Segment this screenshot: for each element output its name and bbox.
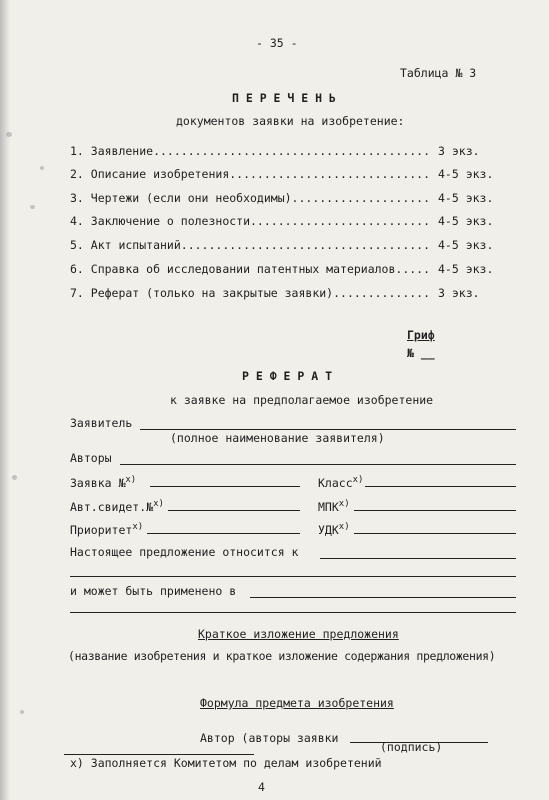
authors-label: Авторы <box>70 451 112 465</box>
scan-speck <box>12 475 17 480</box>
applied-line[interactable] <box>250 597 516 598</box>
list-item-name: 3. Чертежи (если они необходимы).................... <box>70 191 431 205</box>
applicant-hint: (полное наименование заявителя) <box>170 431 385 445</box>
class-line[interactable] <box>365 486 516 487</box>
app-no-label: Заявка №$^{x)}$ <box>70 475 137 490</box>
mpk-label: МПК$^{x)}$ <box>318 499 350 514</box>
list-item-name: 7. Реферат (только на закрытые заявки).............. <box>70 286 431 300</box>
list-item-qty: 4-5 экз. <box>438 262 494 276</box>
bottom-mark: 4 <box>258 780 265 794</box>
list-item-name: 1. Заявление........................................ <box>70 144 431 158</box>
list-title: П Е Р Е Ч Е Н Ь <box>232 91 336 105</box>
class-label: Класс$^{x)}$ <box>318 475 364 490</box>
list-item-qty: 3 экз. <box>438 144 480 158</box>
formula-title: Формула предмета изобретения <box>200 696 394 710</box>
stamp-grif: Гриф <box>407 328 435 342</box>
ref-title: Р Е Ф Е Р А Т <box>242 369 333 383</box>
author-sign-label: Автор (авторы заявки <box>200 731 339 745</box>
list-item-name: 6. Справка об исследовании патентных материалов..... <box>70 262 431 276</box>
relates-line-2[interactable] <box>70 576 516 577</box>
ref-subtitle: к заявке на предполагаемое изобретение <box>170 393 434 407</box>
mpk-line[interactable] <box>354 510 516 511</box>
app-no-line[interactable] <box>150 486 300 487</box>
cert-no-line[interactable] <box>168 510 300 511</box>
footnote: x) Заполняется Комитетом по делам изобретений <box>70 756 382 770</box>
list-item-qty: 4-5 экз. <box>438 238 494 252</box>
signature-label: (подпись) <box>380 740 443 754</box>
scan-speck <box>30 205 35 209</box>
relates-line[interactable] <box>320 558 516 559</box>
authors-line[interactable] <box>120 464 516 465</box>
scan-edge-shadow <box>0 0 10 800</box>
list-item-name: 2. Описание изобретения............................. <box>70 167 431 181</box>
udk-line[interactable] <box>354 533 516 534</box>
scan-speck <box>40 166 44 170</box>
list-item-qty: 4-5 экз. <box>438 191 494 205</box>
list-item-qty: 4-5 экз. <box>438 167 494 181</box>
cert-no-label: Авт.свидет.№$^{x)}$ <box>70 499 164 514</box>
applied-line-2[interactable] <box>70 612 516 613</box>
scan-speck <box>20 710 24 714</box>
list-item-name: 5. Акт испытаний.................................... <box>70 238 431 252</box>
scan-speck <box>6 132 12 137</box>
stamp-number: № __ <box>407 346 435 360</box>
applied-label: и может быть применено в <box>70 584 237 598</box>
applicant-line[interactable] <box>140 429 516 430</box>
page-number: - 35 - <box>256 36 298 50</box>
list-item-qty: 3 экз. <box>438 286 480 300</box>
summary-title: Краткое изложение предложения <box>198 627 399 641</box>
priority-line[interactable] <box>147 533 300 534</box>
list-item-qty: 4-5 экз. <box>438 214 494 228</box>
table-label: Таблица № 3 <box>400 66 477 80</box>
priority-label: Приоритет$^{x)}$ <box>70 522 144 537</box>
udk-label: УДК$^{x)}$ <box>318 522 350 537</box>
applicant-label: Заявитель <box>70 416 133 430</box>
list-subtitle: документов заявки на изобретение: <box>176 114 405 128</box>
list-item-name: 4. Заключение о полезности.......................... <box>70 214 431 228</box>
footnote-divider <box>64 754 254 755</box>
relates-label: Настоящее предложение относится к <box>70 545 299 559</box>
summary-hint: (название изобретения и краткое изложение содержания предложения) <box>68 649 496 663</box>
